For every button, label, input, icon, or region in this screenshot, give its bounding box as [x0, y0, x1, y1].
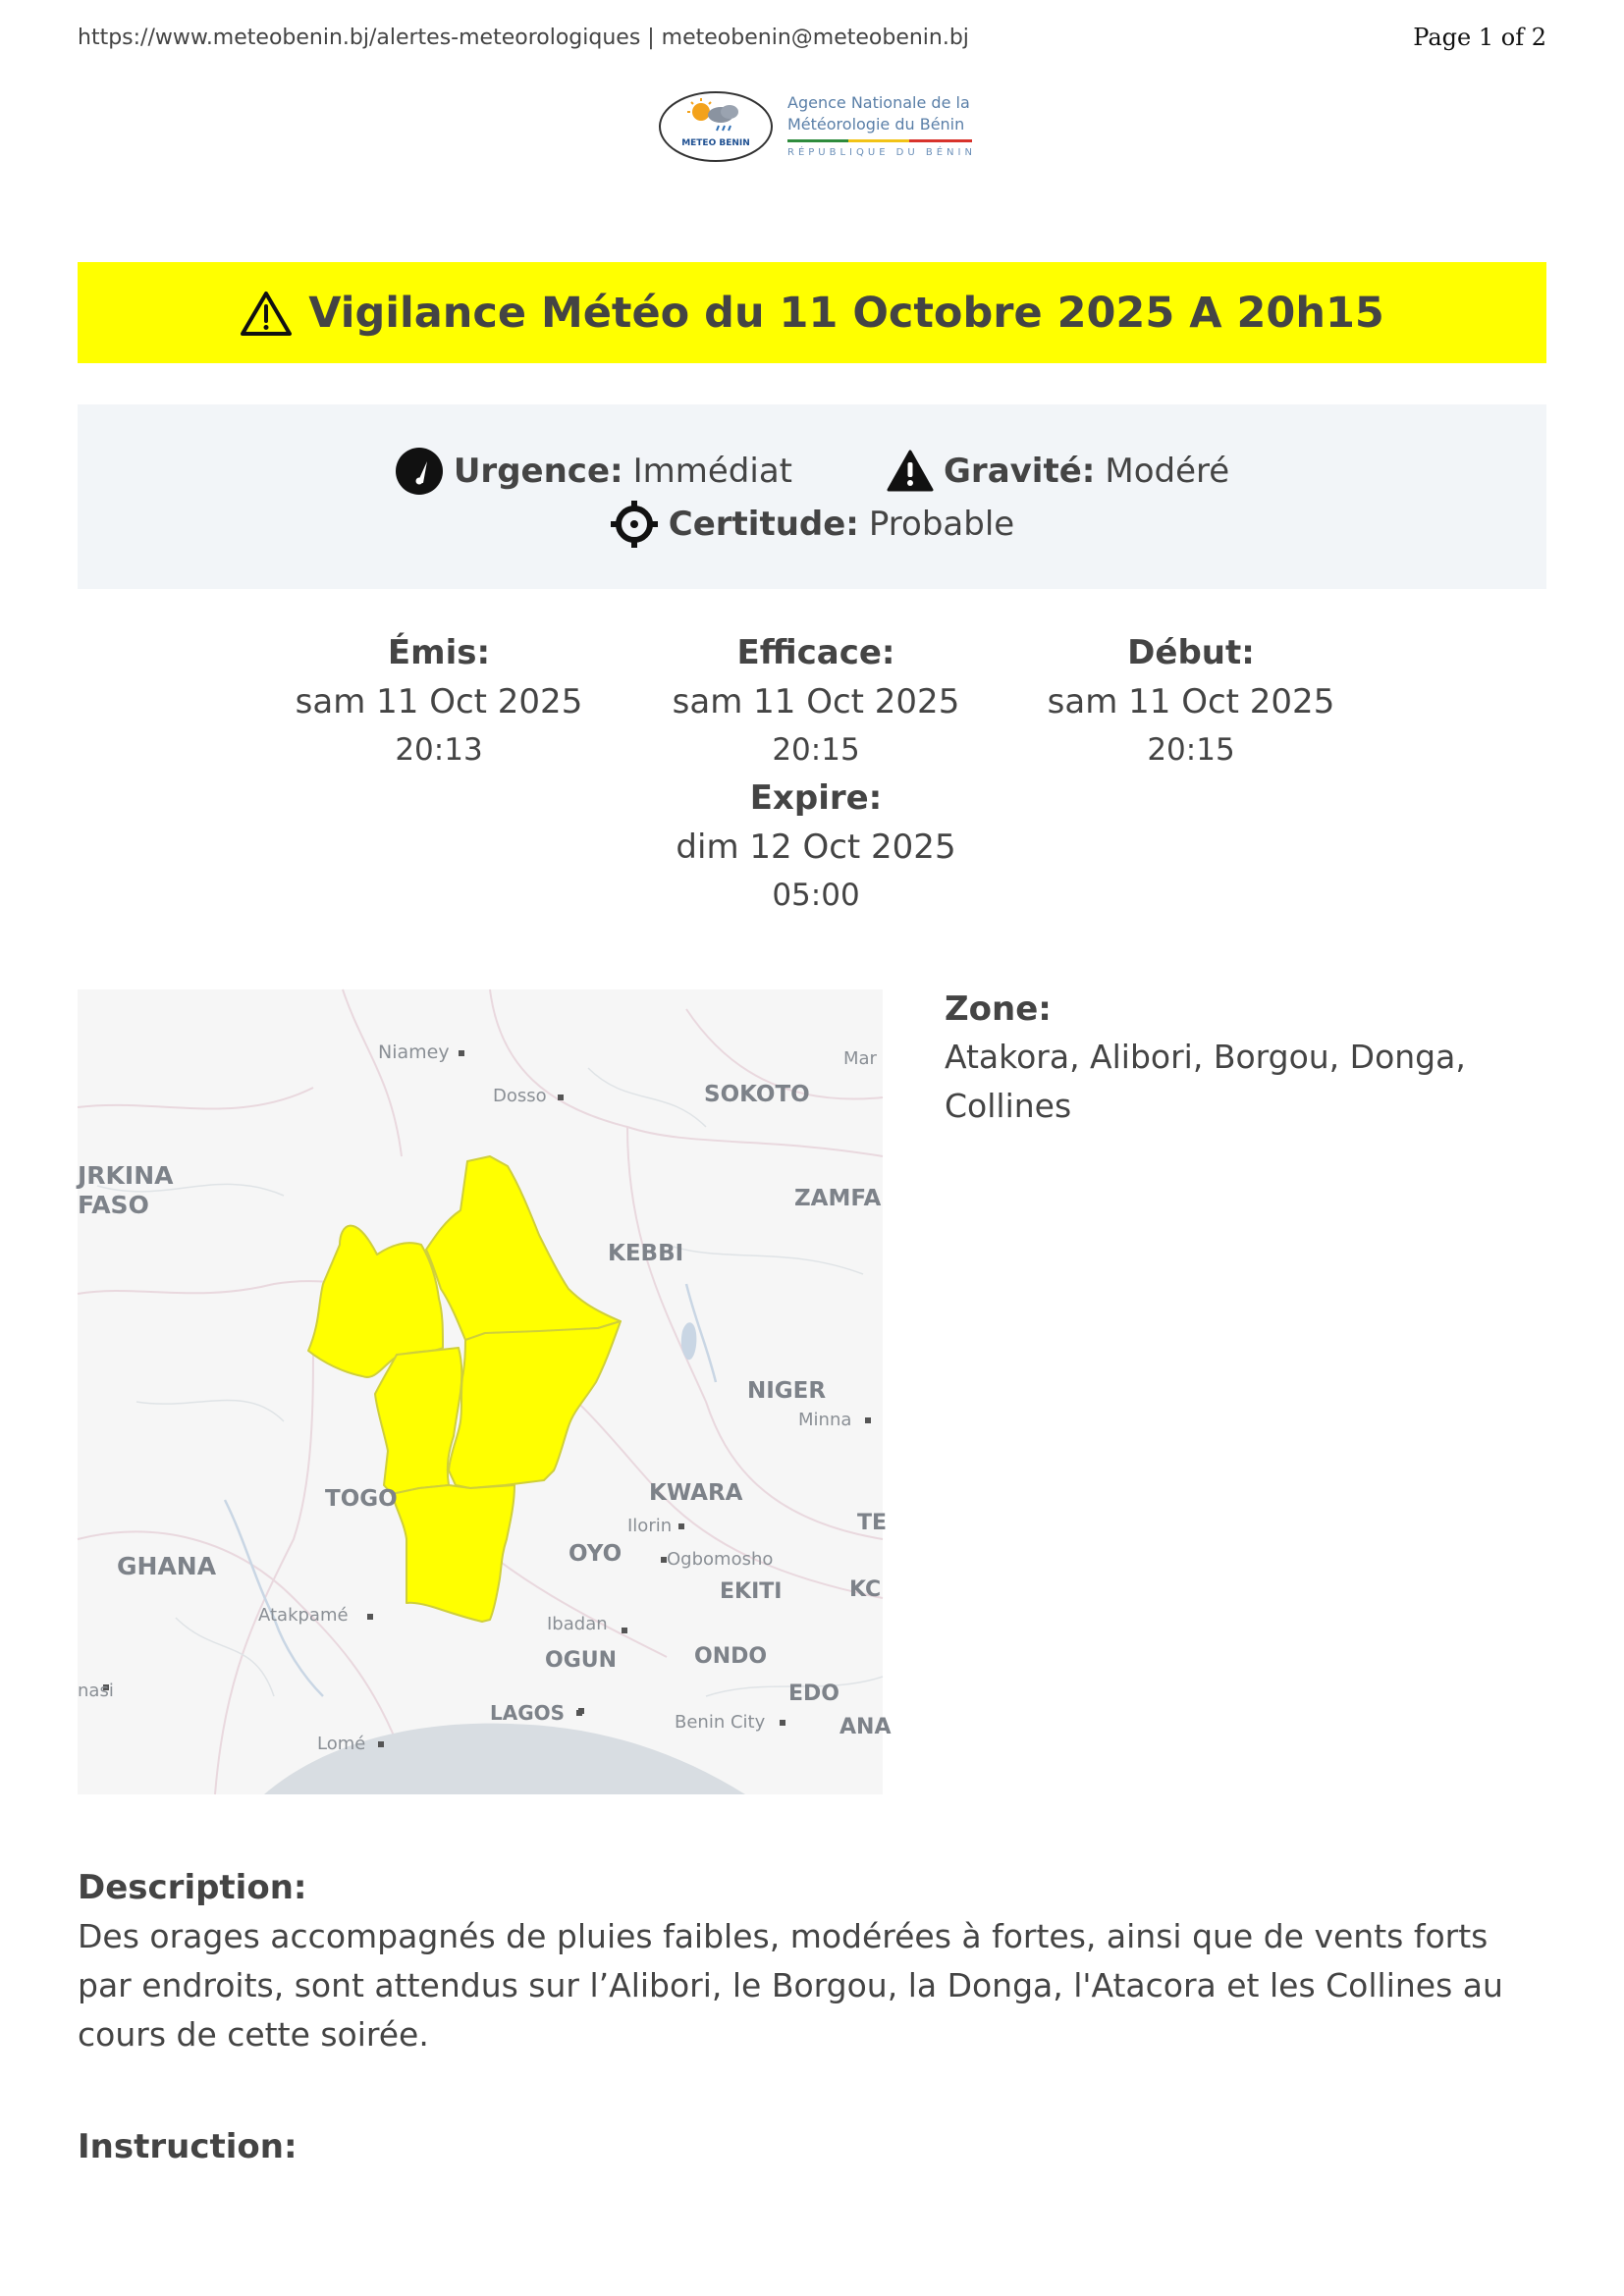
warning-icon	[887, 450, 934, 493]
map-label-burkina2: FASO	[78, 1191, 149, 1219]
alert-map	[78, 989, 892, 1794]
map-label-benin-city: Benin City	[675, 1712, 766, 1733]
expires-date	[629, 774, 1002, 919]
map-label-ilorin: Ilorin	[627, 1516, 673, 1536]
map-label-kebbi: KEBBI	[608, 1241, 684, 1266]
map-label-lagos: LAGOS	[490, 1701, 566, 1725]
map-label-ogun: OGUN	[545, 1648, 618, 1673]
logo-line1: Agence Nationale de la	[787, 93, 970, 112]
certainty-property	[610, 500, 1014, 549]
expires-label: Expire:	[749, 778, 883, 818]
zone-value-line1: Atakora, Alibori, Borgou, Donga,	[945, 1038, 1466, 1076]
logo-line2: Météorologie du Bénin	[787, 115, 965, 133]
severity-label: Gravité:	[944, 452, 1096, 491]
header-url-email: https://www.meteobenin.bj/alertes-meteorologiques | meteobenin@meteobenin.bj	[78, 26, 969, 50]
map-label-burkina1: JRKINA	[78, 1161, 174, 1190]
map-label-niamey: Niamey	[378, 1041, 450, 1063]
onset-date	[1004, 628, 1378, 774]
urgency-label: Urgence:	[453, 452, 623, 491]
effective-label: Efficace:	[736, 633, 895, 672]
description-line1: Des orages accompagnés de pluies faibles, modérées à fortes, ainsi que de vents forts	[78, 1917, 1489, 1955]
map-label-ogbomosho: Ogbomosho	[667, 1549, 774, 1570]
onset-time: 20:15	[1147, 732, 1235, 768]
properties-row-2	[78, 499, 1546, 550]
map-label-zamfa: ZAMFA	[794, 1186, 882, 1211]
instruction-section	[78, 2122, 1550, 2171]
logo-texts	[787, 92, 984, 158]
onset-day: sam 11 Oct 2025	[1047, 682, 1335, 721]
certainty-label: Certitude:	[668, 505, 859, 544]
map-label-lome: Lomé	[317, 1734, 366, 1754]
zone-section	[945, 986, 1534, 1131]
onset-label: Début:	[1127, 633, 1255, 672]
map-label-ondo: ONDO	[694, 1644, 768, 1669]
description-line3: cours de cette soirée.	[78, 2015, 429, 2054]
issued-day: sam 11 Oct 2025	[295, 682, 583, 721]
page-header	[78, 22, 1546, 61]
description-label: Description:	[78, 1868, 307, 1907]
zone-label: Zone:	[945, 989, 1052, 1029]
effective-day: sam 11 Oct 2025	[672, 682, 960, 721]
map-label-minna: Minna	[798, 1410, 852, 1430]
map-label-nasi: nasi	[78, 1681, 114, 1701]
agency-logo	[658, 90, 982, 169]
alert-properties	[78, 404, 1546, 589]
description-line2: par endroits, sont attendus sur l’Alibori, le Borgou, la Donga, l'Atacora et les Collines au	[78, 1966, 1503, 2004]
issued-date	[252, 628, 625, 774]
description-section	[78, 1863, 1550, 2059]
map-label-ibadan: Ibadan	[547, 1614, 608, 1634]
certainty-value: Probable	[868, 505, 1015, 544]
severity-value: Modéré	[1105, 452, 1230, 491]
logo-line3: RÉPUBLIQUE DU BÉNIN	[787, 147, 976, 158]
map-label-ghana: GHANA	[117, 1552, 217, 1580]
properties-row-1	[78, 446, 1546, 497]
map-svg	[78, 989, 892, 1794]
instruction-label: Instruction:	[78, 2127, 298, 2166]
map-label-togo: TOGO	[325, 1486, 398, 1512]
alert-dates	[78, 628, 1546, 923]
map-label-ko: KC	[849, 1577, 882, 1602]
map-label-atakpame: Atakpamé	[258, 1605, 349, 1626]
map-label-ana: ANA	[839, 1715, 892, 1739]
map-label-oyo: OYO	[568, 1541, 623, 1567]
logo-flag-rule	[787, 139, 972, 142]
crosshair-icon	[610, 500, 659, 549]
expires-time: 05:00	[772, 878, 860, 913]
page-indicator: Page 1 of 2	[1413, 24, 1546, 51]
map-label-edo: EDO	[788, 1682, 839, 1706]
map-label-niger: NIGER	[747, 1378, 827, 1404]
svg-text:METEO BENIN: METEO BENIN	[681, 138, 750, 148]
banner-title: Vigilance Météo du 11 Octobre 2025 A 20h15	[308, 288, 1384, 338]
issued-label: Émis:	[387, 633, 491, 672]
effective-time: 20:15	[772, 732, 860, 768]
meteo-benin-logo-icon	[658, 90, 774, 163]
map-label-dosso: Dosso	[493, 1086, 547, 1106]
severity-property	[887, 450, 1229, 493]
issued-time: 20:13	[395, 732, 483, 768]
gauge-icon	[395, 447, 444, 496]
map-label-kwara: KWARA	[649, 1480, 743, 1506]
map-label-mar: Mar	[843, 1048, 877, 1069]
urgency-value: Immédiat	[632, 452, 793, 491]
map-label-sokoto: SOKOTO	[704, 1082, 810, 1107]
expires-day: dim 12 Oct 2025	[676, 828, 956, 867]
zone-value-line2: Collines	[945, 1087, 1072, 1125]
urgency-property	[395, 447, 792, 496]
effective-date	[629, 628, 1002, 774]
warning-triangle-icon	[240, 290, 293, 337]
vigilance-banner	[78, 262, 1546, 363]
map-label-ekiti: EKITI	[720, 1579, 783, 1604]
map-label-te: TE	[857, 1511, 888, 1535]
